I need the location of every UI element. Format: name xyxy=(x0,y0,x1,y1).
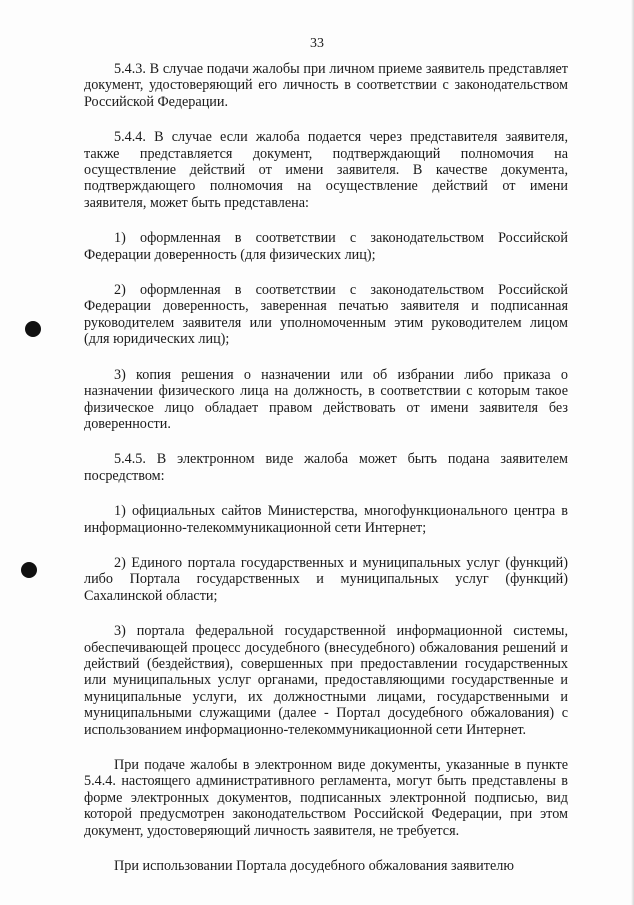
paragraph-electronic-documents: При подаче жалобы в электронном виде документы, указанные в пункте 5.4.4. настоящего административного регламента, могут быть представлены в форме электронных документов, подписанных электронной подписью, вид которой предусмотрен законодательством Российской Федерации, при этом документ, удостоверяющий личность заявителя, не требуется. xyxy=(84,757,568,839)
list-item-official-sites: 1) официальных сайтов Министерства, многофункционального центра в информационно-телекоммуникационной сети Интернет; xyxy=(84,503,568,536)
list-item-individual-poa: 1) оформленная в соответствии с законодательством Российской Федерации доверенность (для физических лиц); xyxy=(84,230,568,263)
list-item-appointment-decision: 3) копия решения о назначении или об избрании либо приказа о назначении физического лица на должность, в соответствии с которым такое физическое лицо обладает правом действовать от имени заявителя без доверенности. xyxy=(84,366,568,432)
punch-hole-mark xyxy=(25,321,41,337)
list-item-legal-entity-poa: 2) оформленная в соответствии с законодательством Российской Федерации доверенность, заверенная печатью заявителя и подписанная руководителем заявителя или уполномоченным этим руководителем лицом (для юридических лиц); xyxy=(84,282,568,348)
paragraph-5-4-3: 5.4.3. В случае подачи жалобы при личном приеме заявитель представляет документ, удостоверяющий его личность в соответствии с законодательством Российской Федерации. xyxy=(84,61,568,110)
paragraph-5-4-4: 5.4.4. В случае если жалоба подается через представителя заявителя, также представляется документ, подтверждающий полномочия на осуществление действий от имени заявителя. В качестве документа, подтверждающего полномочия на осуществление действий от имени заявителя, может быть представлена: xyxy=(84,129,568,211)
list-item-pretrial-portal: 3) портала федеральной государственной информационной системы, обеспечивающей процесс досудебного (внесудебного) обжалования решений и действий (бездействия), совершенных при предоставлении государственных или муниципальных услуг органами, предоставляющими государственные и муниципальные услуги, их должностными лицами, государственными и муниципальными служащими (далее - Портал досудебного обжалования) с использованием информационно-телекоммуникационной сети Интернет. xyxy=(84,623,568,738)
list-item-unified-portal: 2) Единого портала государственных и муниципальных услуг (функций) либо Портала государственных и муниципальных услуг (функций) Сахалинской области; xyxy=(84,554,568,604)
document-body xyxy=(84,61,568,890)
paragraph-portal-usage: При использовании Портала досудебного обжалования заявителю xyxy=(114,858,514,875)
paragraph-5-4-5: 5.4.5. В электронном виде жалоба может быть подана заявителем посредством: xyxy=(84,451,568,484)
page-number: 33 xyxy=(310,36,324,51)
punch-hole-mark xyxy=(21,562,37,578)
